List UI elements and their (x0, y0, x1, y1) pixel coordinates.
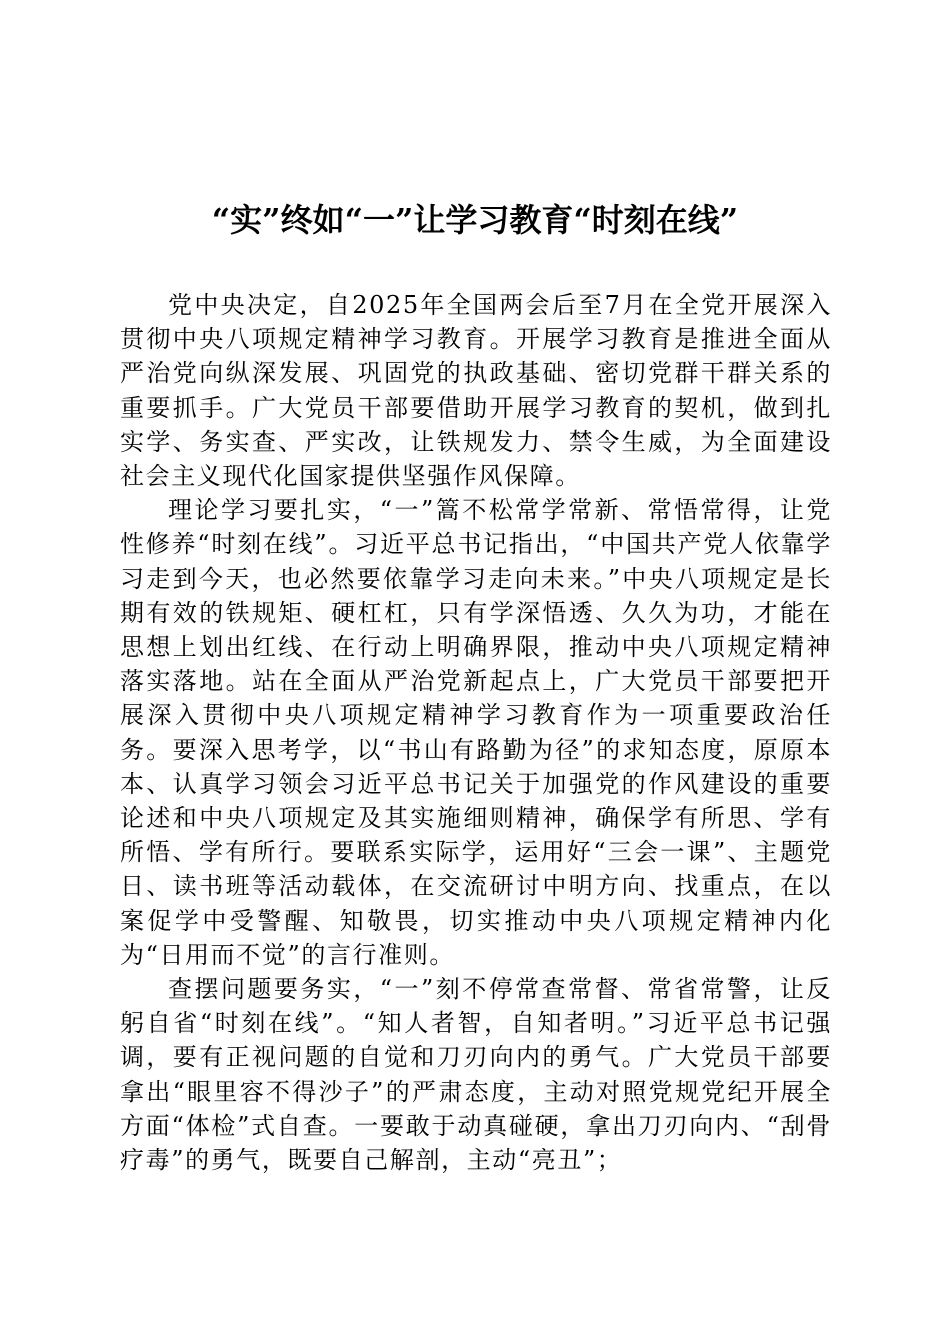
document-body (120, 288, 832, 1177)
body-paragraph-1: 党中央决定，自2025年全国两会后至7月在全党开展深入贯彻中央八项规定精神学习教育。开展学习教育是推进全面从严治党向纵深发展、巩固党的执政基础、密切党群干群关系的重要抓手。广大党员干部要借助开展学习教育的契机，做到扎实学、务实查、严实改，让铁规发力、禁令生威，为全面建设社会主义现代化国家提供坚强作风保障。 (120, 291, 832, 491)
body-paragraph-2: 理论学习要扎实，“一”篙不松常学常新、常悟常得，让党性修养“时刻在线”。习近平总书记指出，“中国共产党人依靠学习走到今天，也必然要依靠学习走向未来。”中央八项规定是长期有效的铁规矩、硬杠杠，只有学深悟透、久久为功，才能在思想上划出红线、在行动上明确界限，推动中央八项规定精神落实落地。站在全面从严治党新起点上，广大党员干部要把开展深入贯彻中央八项规定精神学习教育作为一项重要政治任务。要深入思考学，以“书山有路勤为径”的求知态度，原原本本、认真学习领会习近平总书记关于加强党的作风建设的重要论述和中央八项规定及其实施细则精神，确保学有所思、学有所悟、学有所行。要联系实际学，运用好“三会一课”、主题党日、读书班等活动载体，在交流研讨中明方向、找重点，在以案促学中受警醒、知敬畏，切实推动中央八项规定精神内化为“日用而不觉”的言行准则。 (120, 496, 832, 969)
document-title: “实”终如“一”让学习教育“时刻在线” (211, 201, 739, 239)
body-paragraph-3: 查摆问题要务实，“一”刻不停常查常督、常省常警，让反躬自省“时刻在线”。“知人者智，自知者明。”习近平总书记强调，要有正视问题的自觉和刀刃向内的勇气。广大党员干部要拿出“眼里容不得沙子”的严肃态度，主动对照党规党纪开展全方面“体检”式自查。一要敢于动真碰硬，拿出刀刃向内、“刮骨疗毒”的勇气，既要自己解剖，主动“亮丑”； (120, 975, 832, 1175)
